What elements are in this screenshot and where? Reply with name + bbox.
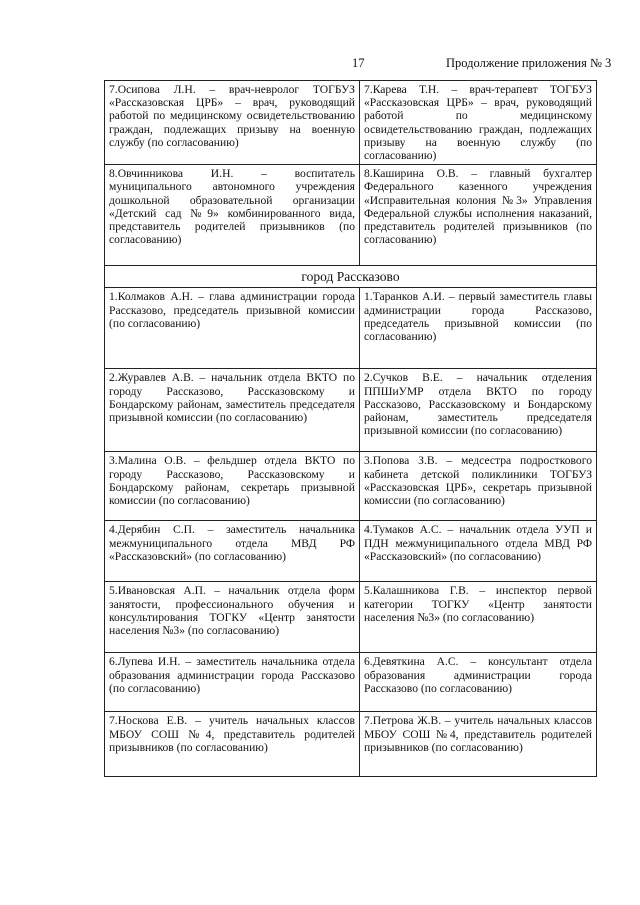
main-member-cell: 3.Малина О.В. – фельдшер отдела ВКТО по городу Рассказово, Рассказовскому и Бондарскому районам, секретарь призывной комиссии (по согласованию) bbox=[105, 452, 360, 521]
city-section-heading: город Рассказово bbox=[105, 266, 597, 288]
table-row bbox=[105, 165, 597, 266]
main-member-cell: 8.Овчинникова И.Н. – воспитатель муниципального автономного учреждения дошкольной образовательной организации «Детский сад №9» комбинированного вида, представитель родителей призывников (по согласованию) bbox=[105, 165, 360, 266]
table-row bbox=[105, 81, 597, 165]
main-member-cell: 2.Журавлев А.В. – начальник отдела ВКТО по городу Рассказово, Рассказовскому и Бондарскому районам, заместитель председателя призывной комиссии (по согласованию) bbox=[105, 369, 360, 452]
main-member-cell: 6.Лупева И.Н. – заместитель начальника отдела образования администрации города Рассказово (по согласованию) bbox=[105, 653, 360, 712]
main-member-cell: 4.Дерябин С.П. – заместитель начальника межмуниципального отдела МВД РФ «Рассказовский» (по согласованию) bbox=[105, 521, 360, 582]
main-member-cell: 7.Осипова Л.Н. – врач-невролог ТОГБУЗ «Рассказовская ЦРБ» – врач, руководящий работой по медицинскому освидетельствованию граждан, подлежащих призыву на военную службу (по согласованию) bbox=[105, 81, 360, 165]
table-row bbox=[105, 582, 597, 653]
appendix-continuation-label: Продолжение приложения № 3 bbox=[446, 56, 612, 70]
reserve-member-cell: 6.Девяткина А.С. – консультант отдела образования администрации города Рассказово (по согласованию) bbox=[360, 653, 597, 712]
main-member-cell: 1.Колмаков А.Н. – глава администрации города Рассказово, председатель призывной комиссии (по согласованию) bbox=[105, 288, 360, 369]
main-member-cell: 5.Ивановская А.П. – начальник отдела форм занятости, профессионального обучения и консультирования ТОГКУ «Центр занятости населения №3» (по согласованию) bbox=[105, 582, 360, 653]
reserve-member-cell: 8.Каширина О.В. – главный бухгалтер Федерального казенного учреждения «Исправительная колония №3» Управления Федеральной службы исполнения наказаний, представитель родителей призывников (по согласованию) bbox=[360, 165, 597, 266]
reserve-member-cell: 1.Таранков А.И. – первый заместитель главы администрации города Рассказово, председатель призывной комиссии (по согласованию) bbox=[360, 288, 597, 369]
table-row bbox=[105, 521, 597, 582]
table-row bbox=[105, 452, 597, 521]
reserve-member-cell: 7.Карева Т.Н. – врач-терапевт ТОГБУЗ «Рассказовская ЦРБ» – врач, руководящий работой по медицинскому освидетельствованию граждан, подлежащих призыву на военную службу (по согласованию) bbox=[360, 81, 597, 165]
reserve-member-cell: 3.Попова З.В. – медсестра подросткового кабинета детской поликлиники ТОГБУЗ «Рассказовская ЦРБ», секретарь призывной комиссии (по согласованию) bbox=[360, 452, 597, 521]
reserve-member-cell: 4.Тумаков А.С. – начальник отдела УУП и ПДН межмуниципального отдела МВД РФ «Рассказовский» (по согласованию) bbox=[360, 521, 597, 582]
reserve-member-cell: 5.Калашникова Г.В. – инспектор первой категории ТОГКУ «Центр занятости населения №3» (по согласованию) bbox=[360, 582, 597, 653]
main-member-cell: 7.Носкова Е.В. – учитель начальных классов МБОУ СОШ №4, представитель родителей призывников (по согласованию) bbox=[105, 712, 360, 777]
section-heading-row bbox=[105, 266, 597, 288]
table-row bbox=[105, 712, 597, 777]
page-header bbox=[0, 56, 640, 76]
table-row bbox=[105, 653, 597, 712]
page-number: 17 bbox=[352, 56, 365, 70]
table-row bbox=[105, 369, 597, 452]
commission-members-table bbox=[104, 80, 597, 777]
table-row bbox=[105, 288, 597, 369]
reserve-member-cell: 2.Сучков В.Е. – начальник отделения ППШиУМР отдела ВКТО по городу Рассказово, Рассказовскому и Бондарскому районам, заместитель председателя призывной комиссии (по согласованию) bbox=[360, 369, 597, 452]
reserve-member-cell: 7.Петрова Ж.В. – учитель начальных классов МБОУ СОШ №4, представитель родителей призывников (по согласованию) bbox=[360, 712, 597, 777]
